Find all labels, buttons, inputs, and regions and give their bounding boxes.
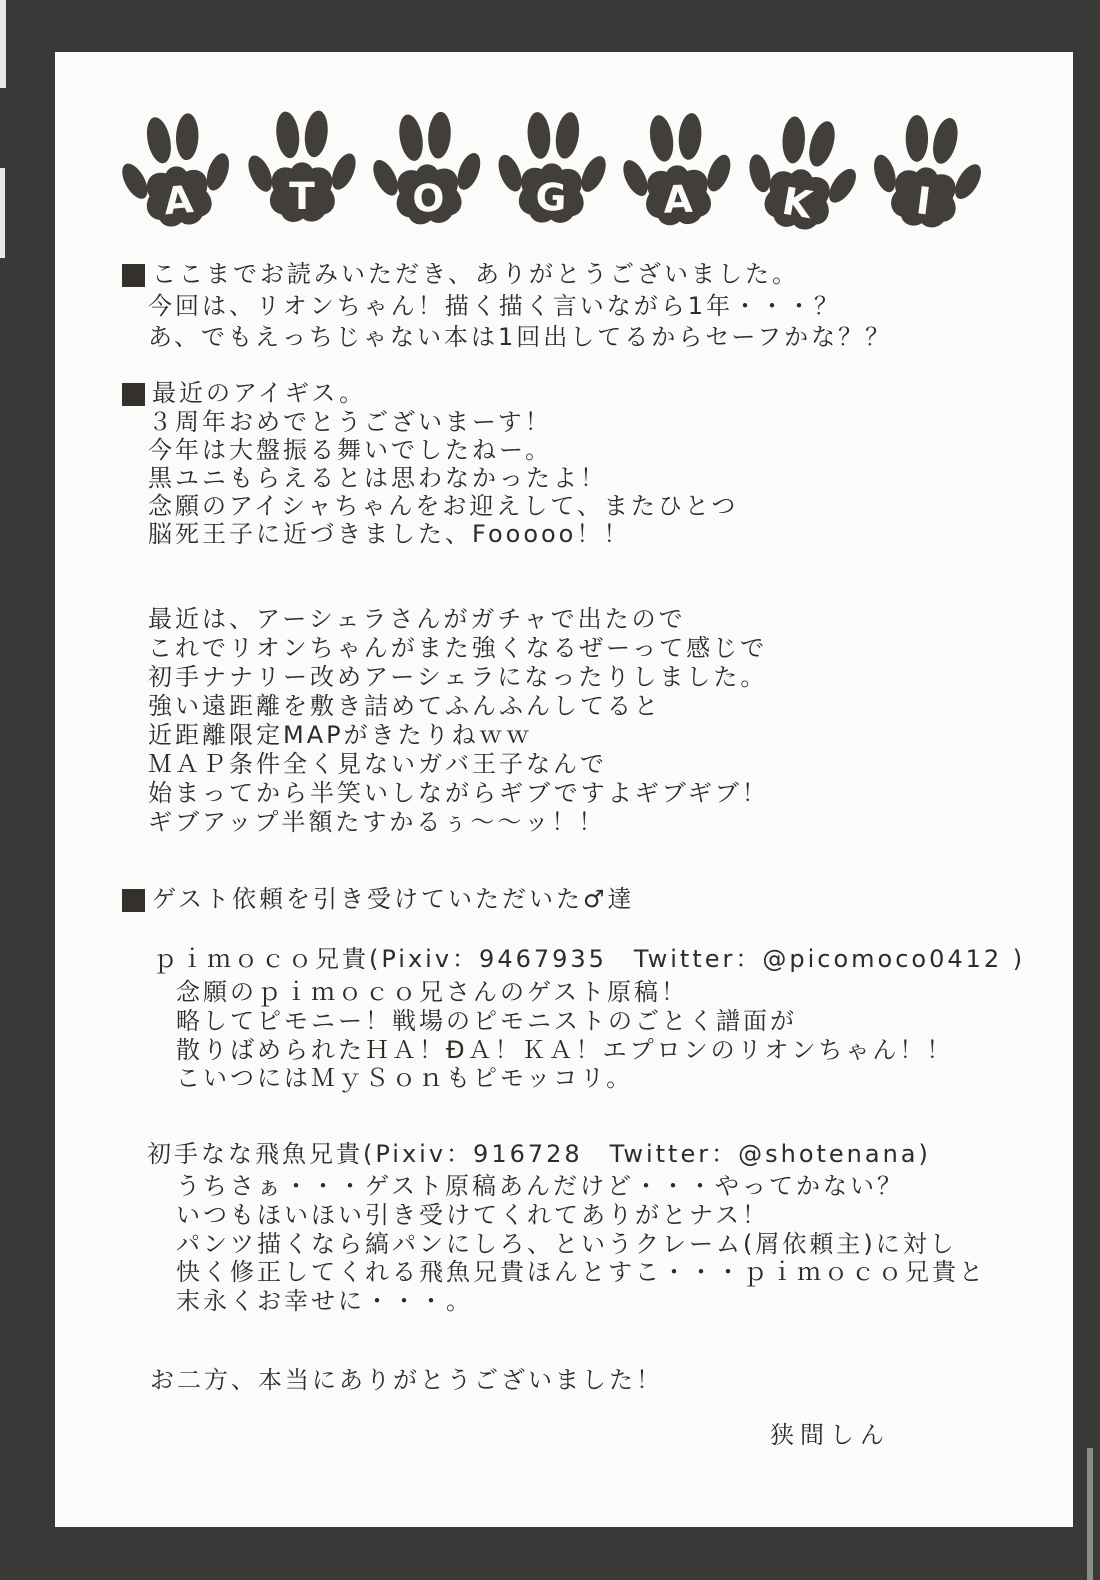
paw-print-letter-k — [736, 102, 869, 248]
text-line: 略してピモニー！戦場のピモニストのごとく譜面が — [176, 1007, 797, 1035]
scan-edge-streak — [0, 0, 6, 88]
text-line: 今回は、リオンちゃん！描く描く言いながら1年・・・？ — [148, 292, 842, 320]
text-line: 始まってから半笑いしながらギブですよギブギブ！ — [148, 779, 769, 807]
author-signature: 狭間しん — [770, 1421, 890, 1449]
paw-icon — [115, 103, 238, 240]
text-line: いつもほいほい引き受けてくれてありがとナス！ — [176, 1201, 770, 1229]
paw-letter: O — [411, 175, 446, 222]
paw-print-letter-o — [368, 103, 487, 237]
text-line: パンツ描くなら縞パンにしろ、というクレーム(屑依頼主)に対し — [176, 1230, 957, 1258]
paw-print-letter-a2 — [619, 105, 735, 237]
guest-name-pimoco: ｐｉｍｏｃｏ兄貴(Pixiv：9467935 Twitter：@picomoco0412 ) — [153, 945, 1026, 973]
paw-letter: G — [534, 174, 568, 220]
paw-letter: T — [289, 174, 315, 219]
black-square-bullet — [122, 889, 145, 912]
text-line: 初手ナナリー改めアーシェラになったりしました。 — [148, 663, 768, 691]
text-line: 今年は大盤振る舞いでしたねー。 — [148, 436, 553, 464]
scan-edge-streak — [0, 168, 5, 258]
guest-name-tobiuo: 初手なな飛魚兄貴(Pixiv：916728 Twitter：@shotenana) — [147, 1140, 931, 1168]
text-line: うちさぁ・・・ゲスト原稿あんだけど・・・やってかない？ — [176, 1172, 905, 1200]
paper-page — [55, 52, 1073, 1527]
text-line: 念願のｐｉｍｏｃｏ兄さんのゲスト原稿！ — [176, 978, 689, 1006]
text-line: 散りばめられたＨＡ！ĐＡ！ＫＡ！エプロンのリオンちゃん！！ — [176, 1036, 954, 1064]
text-line: あ、でもえっちじゃない本は1回出してるからセーフかな？？ — [148, 323, 893, 351]
black-square-bullet — [122, 383, 145, 406]
text-line: ギブアップ半額たすかるぅ～～ッ！！ — [148, 808, 606, 836]
scan-edge-streak — [1087, 1448, 1093, 1580]
text-line: こいつにはＭｙＳｏｎもピモッコリ。 — [176, 1064, 634, 1092]
text-line: 近距離限定MAPがきたりねｗｗ — [148, 721, 533, 749]
text-line: 最近は、アーシェラさんがガチャで出たので — [148, 605, 686, 633]
paw-print-letter-t — [246, 104, 358, 232]
section-heading: ゲスト依頼を引き受けていただいた♂達 — [152, 885, 635, 913]
paw-letter: I — [913, 178, 934, 224]
closing-thanks: お二方、本当にありがとうございました！ — [150, 1366, 663, 1394]
text-line: 黒ユニもらえるとは思わなかったよ！ — [148, 464, 607, 492]
text-line: ３周年おめでとうございまーす！ — [148, 408, 552, 436]
section-heading: ここまでお読みいただき、ありがとうございました。 — [152, 260, 800, 288]
text-line: 快く修正してくれる飛魚兄貴ほんとすこ・・・ｐｉｍｏｃｏ兄貴と — [176, 1258, 986, 1286]
paw-print-letter-a1 — [115, 103, 238, 240]
paw-letter: A — [662, 176, 694, 222]
paw-print-letter-g — [494, 103, 610, 235]
paw-letter: K — [778, 178, 816, 228]
section-heading: 最近のアイギス。 — [152, 379, 367, 407]
text-line: ＭＡＰ条件全く見ないガバ王子なんで — [148, 750, 607, 778]
paw-letter: A — [162, 176, 195, 224]
text-line: これでリオンちゃんがまた強くなるぜーって感じで — [148, 634, 768, 662]
text-line: 念願のアイシャちゃんをお迎えして、またひとつ — [148, 492, 739, 520]
paw-print-letter-i — [864, 103, 991, 244]
text-line: 脳死王子に近づきました、Fooooo！！ — [148, 520, 631, 548]
text-line: 強い遠距離を敷き詰めてふんふんしてると — [148, 692, 661, 720]
text-line: 末永くお幸せに・・・。 — [176, 1287, 473, 1315]
black-square-bullet — [122, 264, 145, 287]
